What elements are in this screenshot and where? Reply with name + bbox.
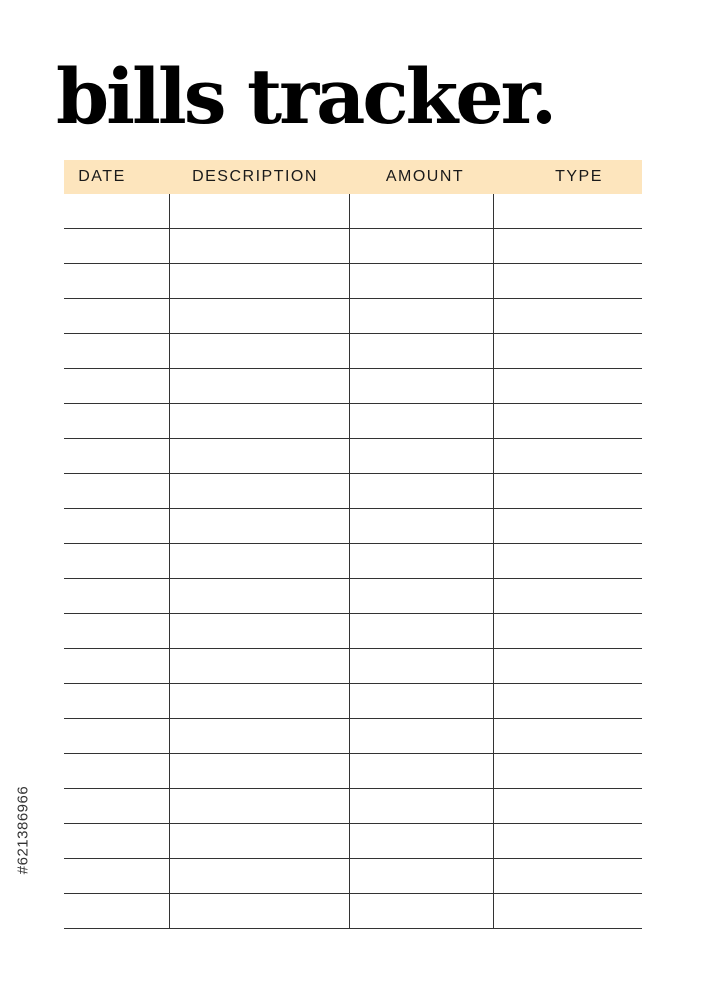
page-title: bills tracker. [56,52,555,141]
row-divider [64,403,642,404]
row-divider [64,508,642,509]
column-header-date: DATE [78,168,126,185]
row-divider [64,788,642,789]
row-divider [64,298,642,299]
row-divider [64,753,642,754]
row-divider [64,718,642,719]
row-divider [64,333,642,334]
side-identifier-text: #621386966 [14,785,32,875]
row-divider [64,263,642,264]
column-header-type: TYPE [555,168,603,185]
row-divider [64,578,642,579]
side-identifier [11,760,35,900]
row-divider [64,648,642,649]
row-divider [64,928,642,929]
row-divider [64,858,642,859]
row-divider [64,438,642,439]
row-divider [64,823,642,824]
column-header-amount: AMOUNT [385,168,465,185]
column-divider [349,194,350,929]
column-divider [169,194,170,929]
row-divider [64,473,642,474]
row-divider [64,368,642,369]
column-header-description: DESCRIPTION [192,168,318,185]
row-divider [64,613,642,614]
row-divider [64,543,642,544]
tracker-table [64,194,642,929]
row-divider [64,683,642,684]
row-divider [64,228,642,229]
column-divider [493,194,494,929]
row-divider [64,893,642,894]
